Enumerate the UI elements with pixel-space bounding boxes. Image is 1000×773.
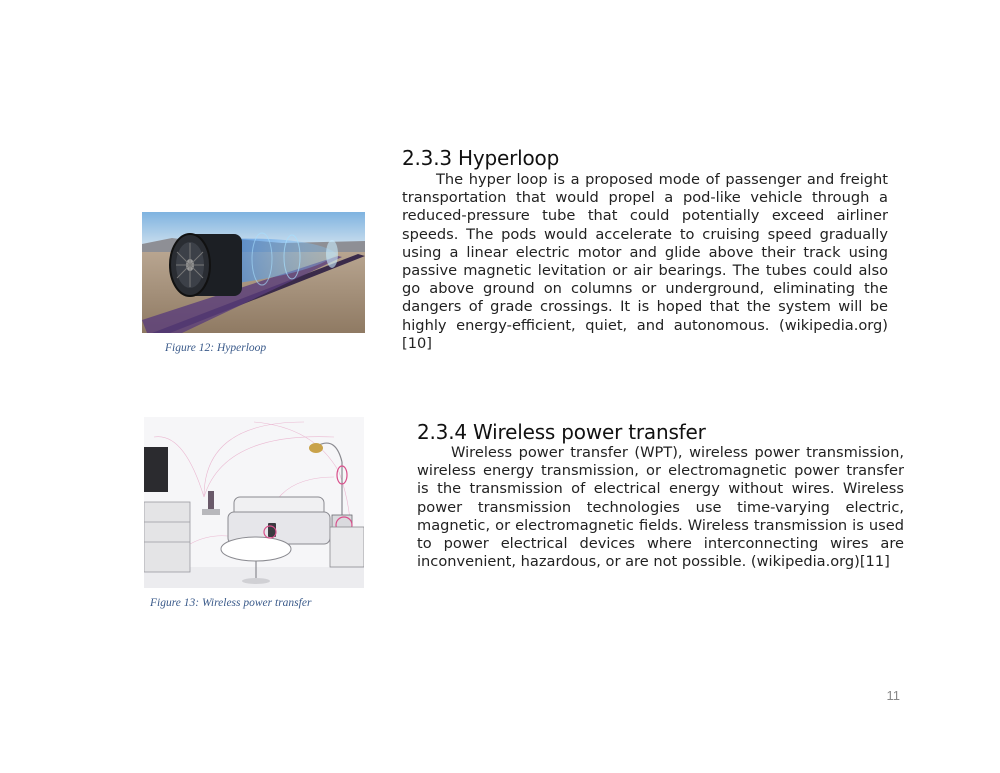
wireless-power-figure-image <box>144 417 364 588</box>
page-number: 11 <box>886 688 900 703</box>
hyperloop-figure-image <box>142 212 365 333</box>
section-heading-wireless-power: 2.3.4 Wireless power transfer <box>417 420 706 444</box>
section-body-hyperloop: The hyper loop is a proposed mode of passenger and freight transportation that would propel a pod-like vehicle through a reduced-pressure tube that could potentially exceed airliner speeds. The pods would accelerate to cruising speed gradually using a linear electric motor and glide above their track using passive magnetic levitation or air bearings. The tubes could also go above ground on columns or underground, eliminating the dangers of grade crossings. It is hoped that the system will be highly energy-efficient, quiet, and autonomous. (wikipedia.org)[10] <box>402 171 888 352</box>
figure-caption-hyperloop: Figure 12: Hyperloop <box>165 342 267 354</box>
section-body-wireless-power: Wireless power transfer (WPT), wireless power transmission, wireless energy transmission, or electromagnetic power transfer is the transmission of electrical energy without wires. Wireless power transmission technologies use time-varying electric, magnetic, or electromagnetic fields. Wireless transmission is used to power electrical devices where interconnecting wires are inconvenient, hazardous, or are not possible. (wikipedia.org)[11] <box>417 444 904 571</box>
section-heading-hyperloop: 2.3.3 Hyperloop <box>402 146 560 170</box>
figure-caption-wireless-power: Figure 13: Wireless power transfer <box>150 597 312 609</box>
